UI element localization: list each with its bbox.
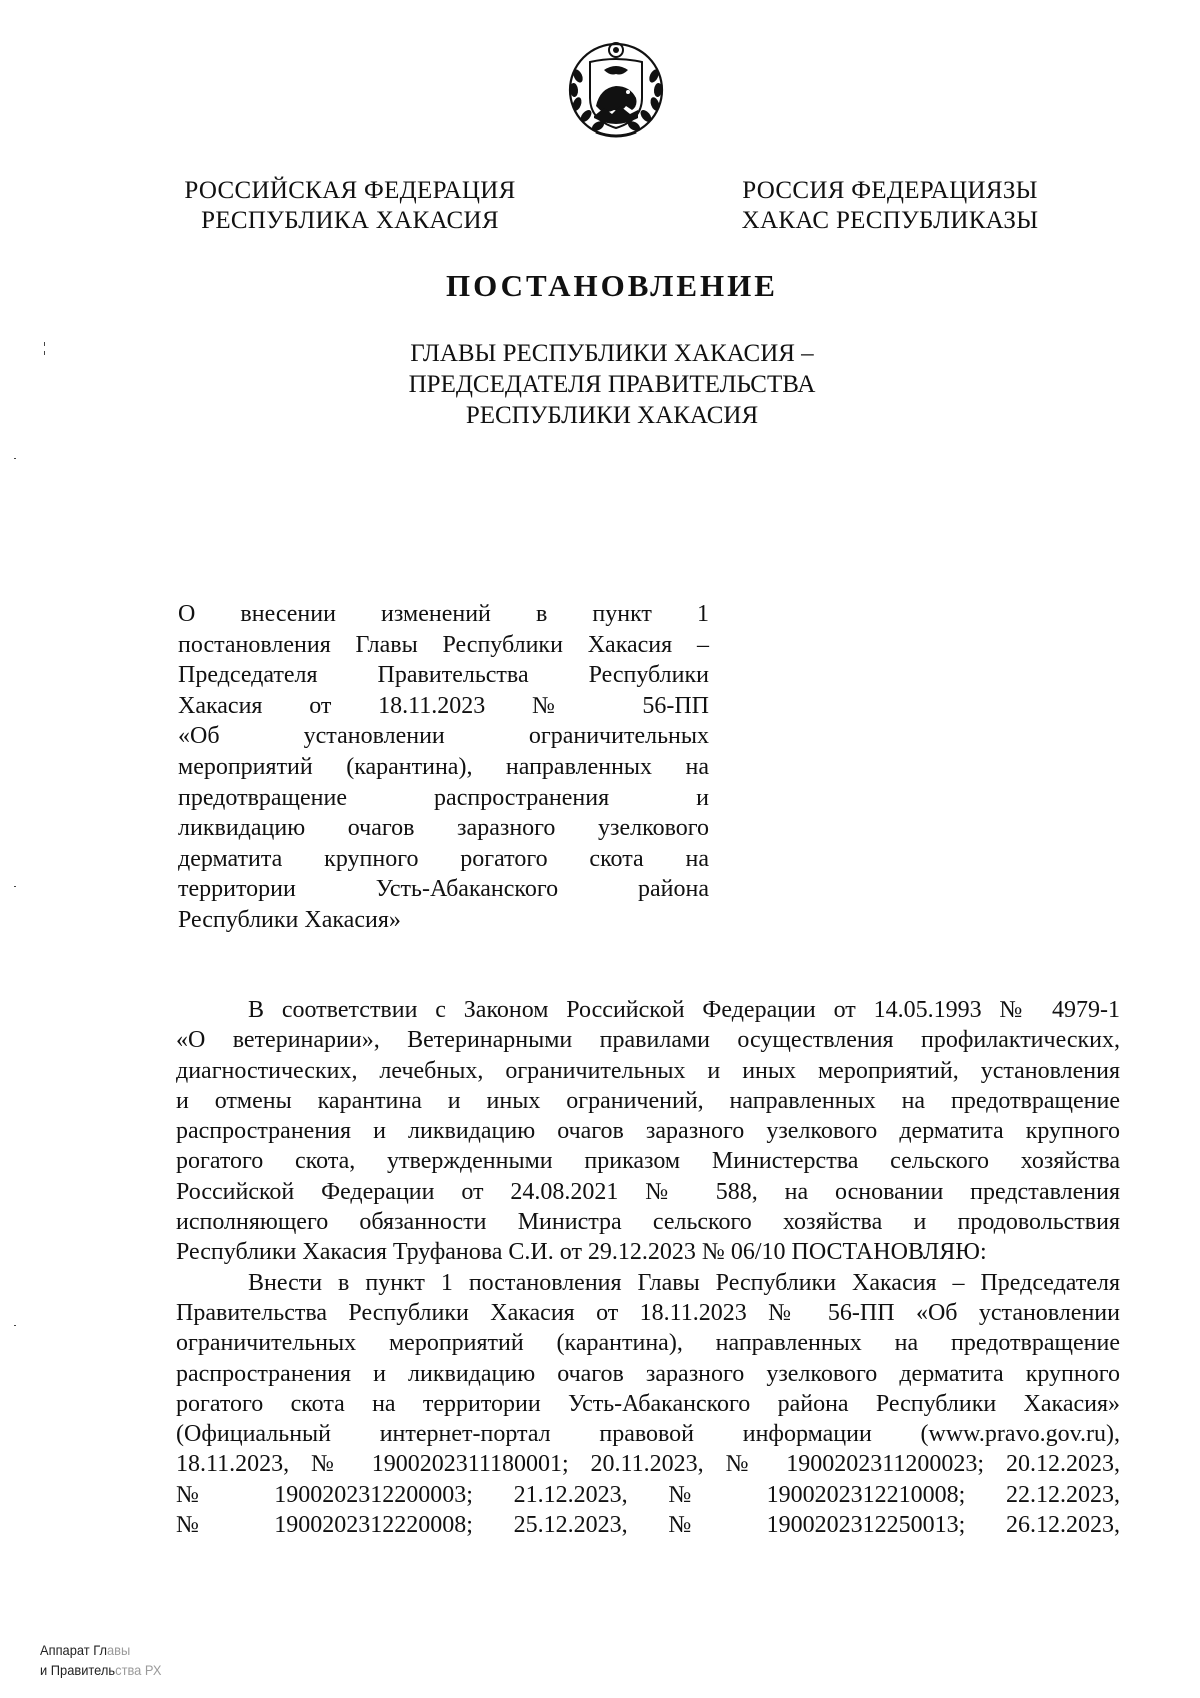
subject-line: Республики Хакасия»: [178, 906, 401, 933]
subject-block: [178, 599, 709, 936]
header-right-line1: РОССИЯ ФЕДЕРАЦИЯЗЫ: [742, 177, 1038, 204]
subject-line: Хакасия от 18.11.2023 № 56-ПП: [178, 692, 709, 719]
body-line: Республики Хакасия Труфанова С.И. от 29.12.2023 № 06/10 ПОСТАНОВЛЯЮ:: [176, 1239, 987, 1266]
header-left-line1: РОССИЙСКАЯ ФЕДЕРАЦИЯ: [184, 177, 516, 204]
subject-line: «Об установлении ограничительных: [178, 723, 709, 750]
body-line: распространения и ликвидацию очагов заразного узелкового дерматита крупного: [176, 1360, 1120, 1387]
issuer-line: РЕСПУБЛИКИ ХАКАСИЯ: [465, 402, 759, 429]
body-line: «О ветеринарии», Ветеринарными правилами осуществления профилактических,: [176, 1027, 1120, 1054]
body-line: В соответствии с Законом Российской Федерации от 14.05.1993 № 4979-1: [248, 997, 1120, 1023]
scan-artifact: [44, 342, 45, 346]
header-khakas: [700, 176, 1080, 236]
body-line: № 1900202312200003; 21.12.2023, № 1900202312210008; 22.12.2023,: [176, 1481, 1120, 1508]
stamp-line2-faded: ства РХ: [115, 1662, 162, 1678]
coat-of-arms-icon: [566, 36, 666, 140]
body-line: № 1900202312220008; 25.12.2023, № 1900202312250013; 26.12.2023,: [176, 1512, 1120, 1539]
scan-artifact: [14, 886, 16, 887]
stamp-line1-faded: авы: [107, 1642, 131, 1658]
scan-artifact: [44, 351, 45, 355]
body-text: [176, 995, 1120, 1540]
subject-line: территории Усть-Абаканского района: [178, 876, 709, 903]
body-line: исполняющего обязанности Министра сельского хозяйства и продовольствия: [176, 1209, 1120, 1236]
body-line: 18.11.2023, № 1900202311180001; 20.11.2023, № 1900202311200023; 20.12.2023,: [176, 1451, 1120, 1478]
header-left-line2: РЕСПУБЛИКА ХАКАСИЯ: [201, 207, 499, 234]
header-russian: [160, 176, 540, 236]
issuer-line: ПРЕДСЕДАТЕЛЯ ПРАВИТЕЛЬСТВА: [408, 371, 816, 398]
body-line: Внести в пункт 1 постановления Главы Республики Хакасия – Председателя: [248, 1269, 1120, 1296]
subject-line: постановления Главы Республики Хакасия –: [178, 631, 709, 658]
subject-line: мероприятий (карантина), направленных на: [178, 753, 709, 780]
subject-line: ликвидацию очагов заразного узелкового: [178, 815, 709, 842]
issuer-block: [0, 338, 1200, 431]
body-line: диагностических, лечебных, ограничительных и иных мероприятий, установления: [176, 1057, 1120, 1084]
document-type-title: ПОСТАНОВЛЕНИЕ: [446, 268, 778, 303]
subject-line: О внесении изменений в пункт 1: [178, 601, 709, 627]
body-line: распространения и ликвидацию очагов заразного узелкового дерматита крупного: [176, 1118, 1120, 1145]
scan-artifact: [14, 1325, 16, 1326]
body-line: Правительства Республики Хакасия от 18.11.2023 № 56-ПП «Об установлении: [176, 1299, 1120, 1326]
scan-artifact: [14, 458, 16, 459]
subject-line: предотвращение распространения и: [178, 784, 709, 811]
body-line: Российской Федерации от 24.08.2021 № 588, на основании представления: [176, 1178, 1120, 1205]
apparatus-stamp: [40, 1640, 162, 1680]
body-line: рогатого скота на территории Усть-Абаканского района Республики Хакасия»: [176, 1390, 1120, 1417]
issuer-line: ГЛАВЫ РЕСПУБЛИКИ ХАКАСИЯ –: [410, 340, 814, 367]
body-line: ограничительных мероприятий (карантина), направленных на предотвращение: [176, 1330, 1120, 1357]
body-line: (Официальный интернет-портал правовой информации (www.pravo.gov.ru),: [176, 1421, 1120, 1448]
header-right-line2: ХАКАС РЕСПУБЛИКАЗЫ: [741, 207, 1039, 234]
subject-line: Председателя Правительства Республики: [178, 662, 709, 689]
stamp-line1-part: Аппарат Гл: [40, 1642, 108, 1658]
body-line: рогатого скота, утвержденными приказом Министерства сельского хозяйства: [176, 1148, 1120, 1175]
subject-line: дерматита крупного рогатого скота на: [178, 845, 709, 872]
stamp-line2-part: и Правитель: [40, 1662, 116, 1678]
body-line: и отмены карантина и иных ограничений, направленных на предотвращение: [176, 1087, 1120, 1114]
